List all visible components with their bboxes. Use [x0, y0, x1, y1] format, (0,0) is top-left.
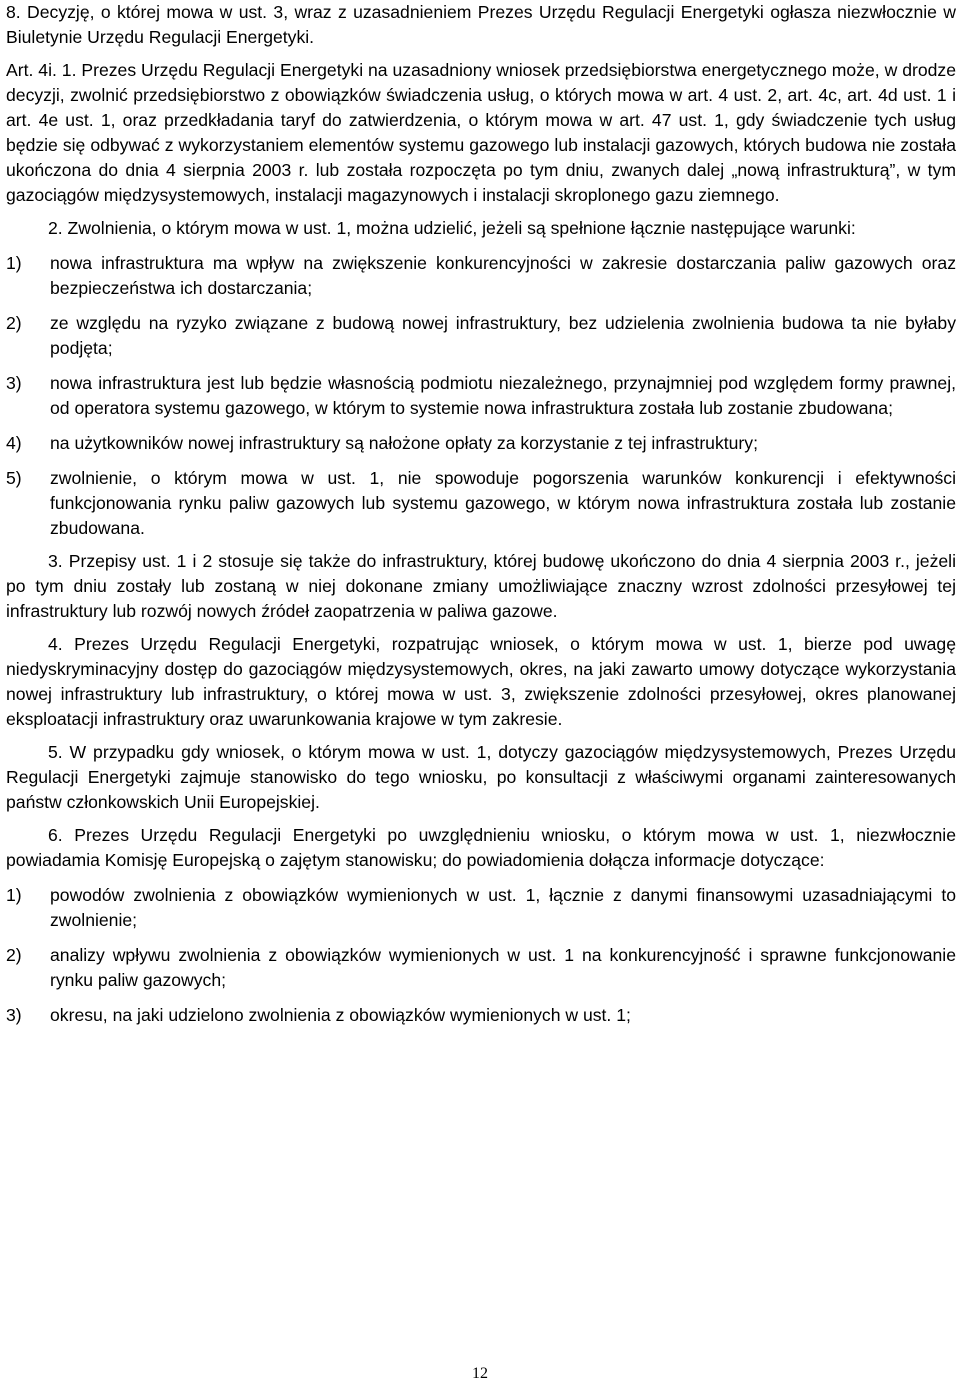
paragraph-ust2-intro: 2. Zwolnienia, o którym mowa w ust. 1, można udzielić, jeżeli są spełnione łącznie następujące warunki:	[48, 218, 856, 238]
list-item	[6, 251, 956, 301]
list-item	[6, 466, 956, 541]
list-item	[6, 371, 956, 421]
list-item-number: 3)	[6, 1005, 22, 1025]
article-ust1-text: 1. Prezes Urzędu Regulacji Energetyki na uzasadniony wniosek przedsiębiorstwa energetycznego może, w drodze decyzji, zwolnić przedsiębiorstwo z obowiązków świadczenia usług, o których mowa w art. 4 ust. 2, art. 4c, art. 4d ust. 1 i art. 4e ust. 1, oraz przedkładania taryf do zatwierdzenia, o którym mowa w art. 47 ust. 1, gdy świadczenie tych usług będzie się odbywać z wykorzystaniem elementów systemu gazowego lub instalacji gazowych, których budowa nie została ukończona do dnia 4 sierpnia 2003 r. lub została rozpoczęta po tym dniu, zwanych dalej „nową infrastrukturą”, w tym gazociągów międzysystemowych, instalacji magazynowych i instalacji skroplonego gazu ziemnego.	[6, 60, 956, 205]
list-item-number: 1)	[6, 885, 22, 905]
paragraph-ust5: 5. W przypadku gdy wniosek, o którym mowa w ust. 1, dotyczy gazociągów międzysystemowych, Prezes Urzędu Regulacji Energetyki zajmuje stanowisko do tego wniosku, po konsultacji z właściwymi organami zainteresowanych państw członkowskich Unii Europejskiej.	[6, 742, 956, 812]
list-item-text: powodów zwolnienia z obowiązków wymienionych w ust. 1, łącznie z danymi finansowymi uzasadniającymi to zwolnienie;	[50, 885, 956, 930]
page-number: 12	[472, 1365, 488, 1382]
list-item-number: 2)	[6, 945, 22, 965]
list-item	[6, 431, 956, 456]
list-item-text: ze względu na ryzyko związane z budową nowej infrastruktury, bez udzielenia zwolnienia budowa ta nie byłaby podjęta;	[50, 313, 956, 358]
list-item-number: 3)	[6, 373, 22, 393]
paragraph-art4i-ust1	[6, 58, 956, 208]
list-item-text: okresu, na jaki udzielono zwolnienia z obowiązków wymienionych w ust. 1;	[50, 1005, 631, 1025]
list-item	[6, 883, 956, 933]
list-ust2	[6, 251, 956, 541]
paragraph-ust4: 4. Prezes Urzędu Regulacji Energetyki, rozpatrując wniosek, o którym mowa w ust. 1, bierze pod uwagę niedyskryminacyjny dostęp do gazociągów międzysystemowych, okres, na jaki zawarto umowy dotyczące wykorzystania nowej infrastruktury lub infrastruktury, o której mowa w ust. 3, zwiększenie zdolności przesyłowej, okres planowanej eksploatacji infrastruktury oraz uwarunkowania krajowe w tym zakresie.	[6, 634, 956, 729]
list-item-text: nowa infrastruktura ma wpływ na zwiększenie konkurencyjności w zakresie dostarczania paliw gazowych oraz bezpieczeństwa ich dostarczania;	[50, 253, 956, 298]
article-heading: Art. 4i.	[6, 60, 57, 80]
document-page	[6, 0, 956, 1028]
list-ust6	[6, 883, 956, 1028]
list-item-text: na użytkowników nowej infrastruktury są nałożone opłaty za korzystanie z tej infrastruktury;	[50, 433, 758, 453]
list-item-number: 1)	[6, 253, 22, 273]
list-item-number: 2)	[6, 313, 22, 333]
paragraph-ust8: 8. Decyzję, o której mowa w ust. 3, wraz z uzasadnieniem Prezes Urzędu Regulacji Energetyki ogłasza niezwłocznie w Biuletynie Urzędu Regulacji Energetyki.	[6, 2, 956, 47]
paragraph-ust6-intro: 6. Prezes Urzędu Regulacji Energetyki po uwzględnieniu wniosku, o którym mowa w ust. 1, niezwłocznie powiadamia Komisję Europejską o zajętym stanowisku; do powiadomienia dołącza informacje dotyczące:	[6, 825, 956, 870]
paragraph-ust3: 3. Przepisy ust. 1 i 2 stosuje się także do infrastruktury, której budowę ukończono do dnia 4 sierpnia 2003 r., jeżeli po tym dniu zostały lub zostaną w niej dokonane zmiany umożliwiające znaczny wzrost zdolności przesyłowej tej infrastruktury lub rozwój nowych źródeł zaopatrzenia w paliwa gazowe.	[6, 551, 956, 621]
list-item	[6, 943, 956, 993]
list-item	[6, 311, 956, 361]
list-item-number: 5)	[6, 468, 22, 488]
list-item-text: nowa infrastruktura jest lub będzie własnością podmiotu niezależnego, przynajmniej pod względem formy prawnej, od operatora systemu gazowego, w którym to systemie nowa infrastruktura została lub zostanie zbudowana;	[50, 373, 956, 418]
list-item-text: zwolnienie, o którym mowa w ust. 1, nie spowoduje pogorszenia warunków konkurencji i efektywności funkcjonowania rynku paliw gazowych lub systemu gazowego, w którym nowa infrastruktura została lub zostanie zbudowana.	[50, 468, 956, 538]
list-item-number: 4)	[6, 433, 22, 453]
list-item	[6, 1003, 956, 1028]
list-item-text: analizy wpływu zwolnienia z obowiązków wymienionych w ust. 1 na konkurencyjność i sprawne funkcjonowanie rynku paliw gazowych;	[50, 945, 956, 990]
